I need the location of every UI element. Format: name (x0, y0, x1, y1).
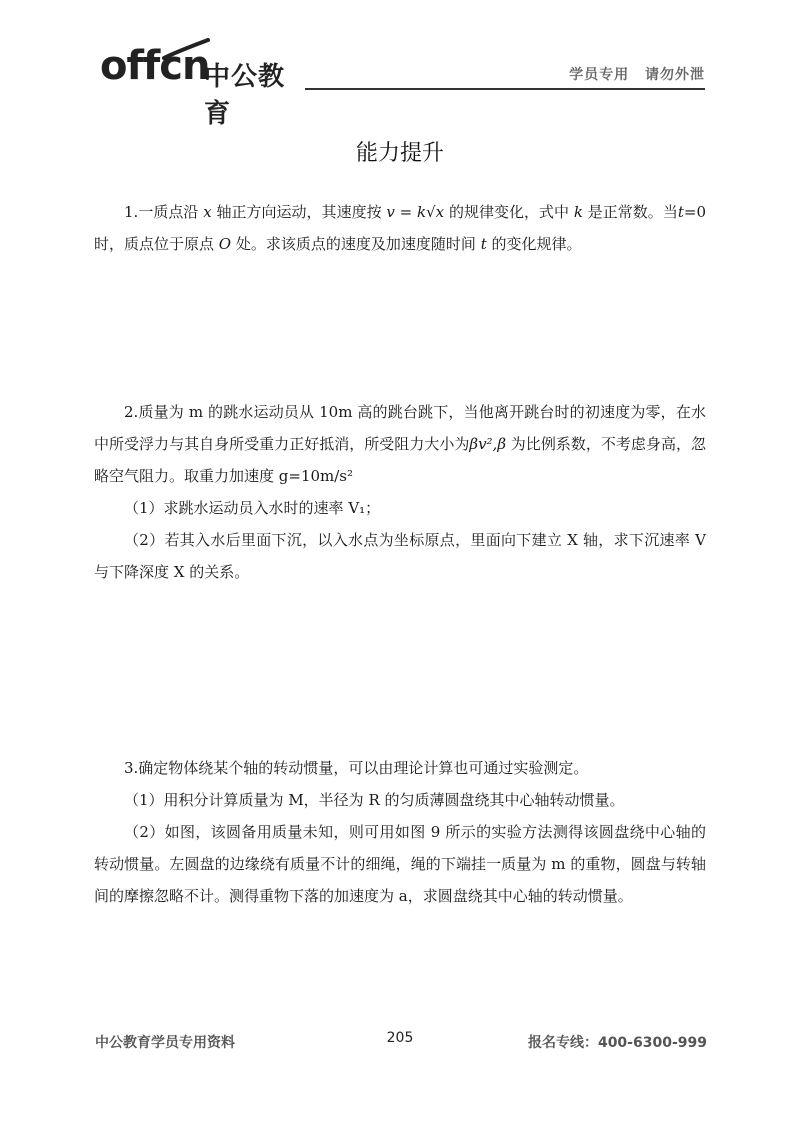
question-2-part-2: （2）若其入水后里面下沉，以入水点为坐标原点，里面向下建立 X 轴，求下沉速率 V 与下降深度 X 的关系。 (94, 531, 706, 581)
page-content (94, 196, 706, 912)
page-number: 205 (386, 1030, 414, 1046)
footer-label: 中公教育学员专用资料 (95, 1035, 235, 1051)
formula-velocity: v = k√x (386, 203, 445, 221)
question-2: 2.质量为 m 的跳水运动员从 10m 高的跳台跳下，当他离开跳台时的初速度为零，在水中所受浮力与其自身所受重力正好抵消，所受阻力大小为βv²,β 为比例系数，不考虑身高，忽略空气阻力。取重力加速度 g=10m/s² (94, 403, 706, 485)
question-3: 3.确定物体绕某个轴的转动惯量，可以由理论计算也可通过实验测定。 (124, 759, 589, 777)
answer-space-2 (94, 588, 706, 752)
footer-hotline: 报名专线：400-6300-999 (527, 1035, 707, 1051)
formula-drag: βv²,β (469, 435, 506, 453)
page-title: 能力提升 (355, 141, 444, 166)
question-3-part-2: （2）如图，该圆备用质量未知，则可用如图 9 所示的实验方法测得该圆盘绕中心轴的转动惯量。左圆盘的边缘绕有质量不计的细绳，绳的下端挂一质量为 m 的重物，圆盘与转轴间的摩擦忽略不计。测得重物下落的加速度为 a，求圆盘绕其中心轴的转动惯量。 (94, 823, 706, 905)
question-3-part-1: （1）用积分计算质量为 M，半径为 R 的匀质薄圆盘绕其中心轴转动惯量。 (124, 791, 625, 809)
header-note: 学员专用 请勿外泄 (569, 67, 705, 83)
header-divider (305, 88, 705, 90)
offcn-logo (100, 38, 310, 129)
page-footer (0, 1030, 800, 1060)
question-1: 1.一质点沿 x 轴正方向运动，其速度按 v = k√x 的规律变化，式中 k 是正常数。当t=0 时，质点位于原点 O 处。求该质点的速度及加速度随时间 t 的变化规律。 (94, 203, 706, 253)
logo-text-cn: 中公教育 (204, 62, 286, 129)
question-2-part-1: （1）求跳水运动员入水时的速率 V₁； (124, 499, 381, 517)
logo-text-en: offcn (100, 43, 210, 89)
logo-swoosh-icon (162, 38, 210, 60)
page-header (0, 0, 800, 129)
answer-space-1 (94, 260, 706, 396)
